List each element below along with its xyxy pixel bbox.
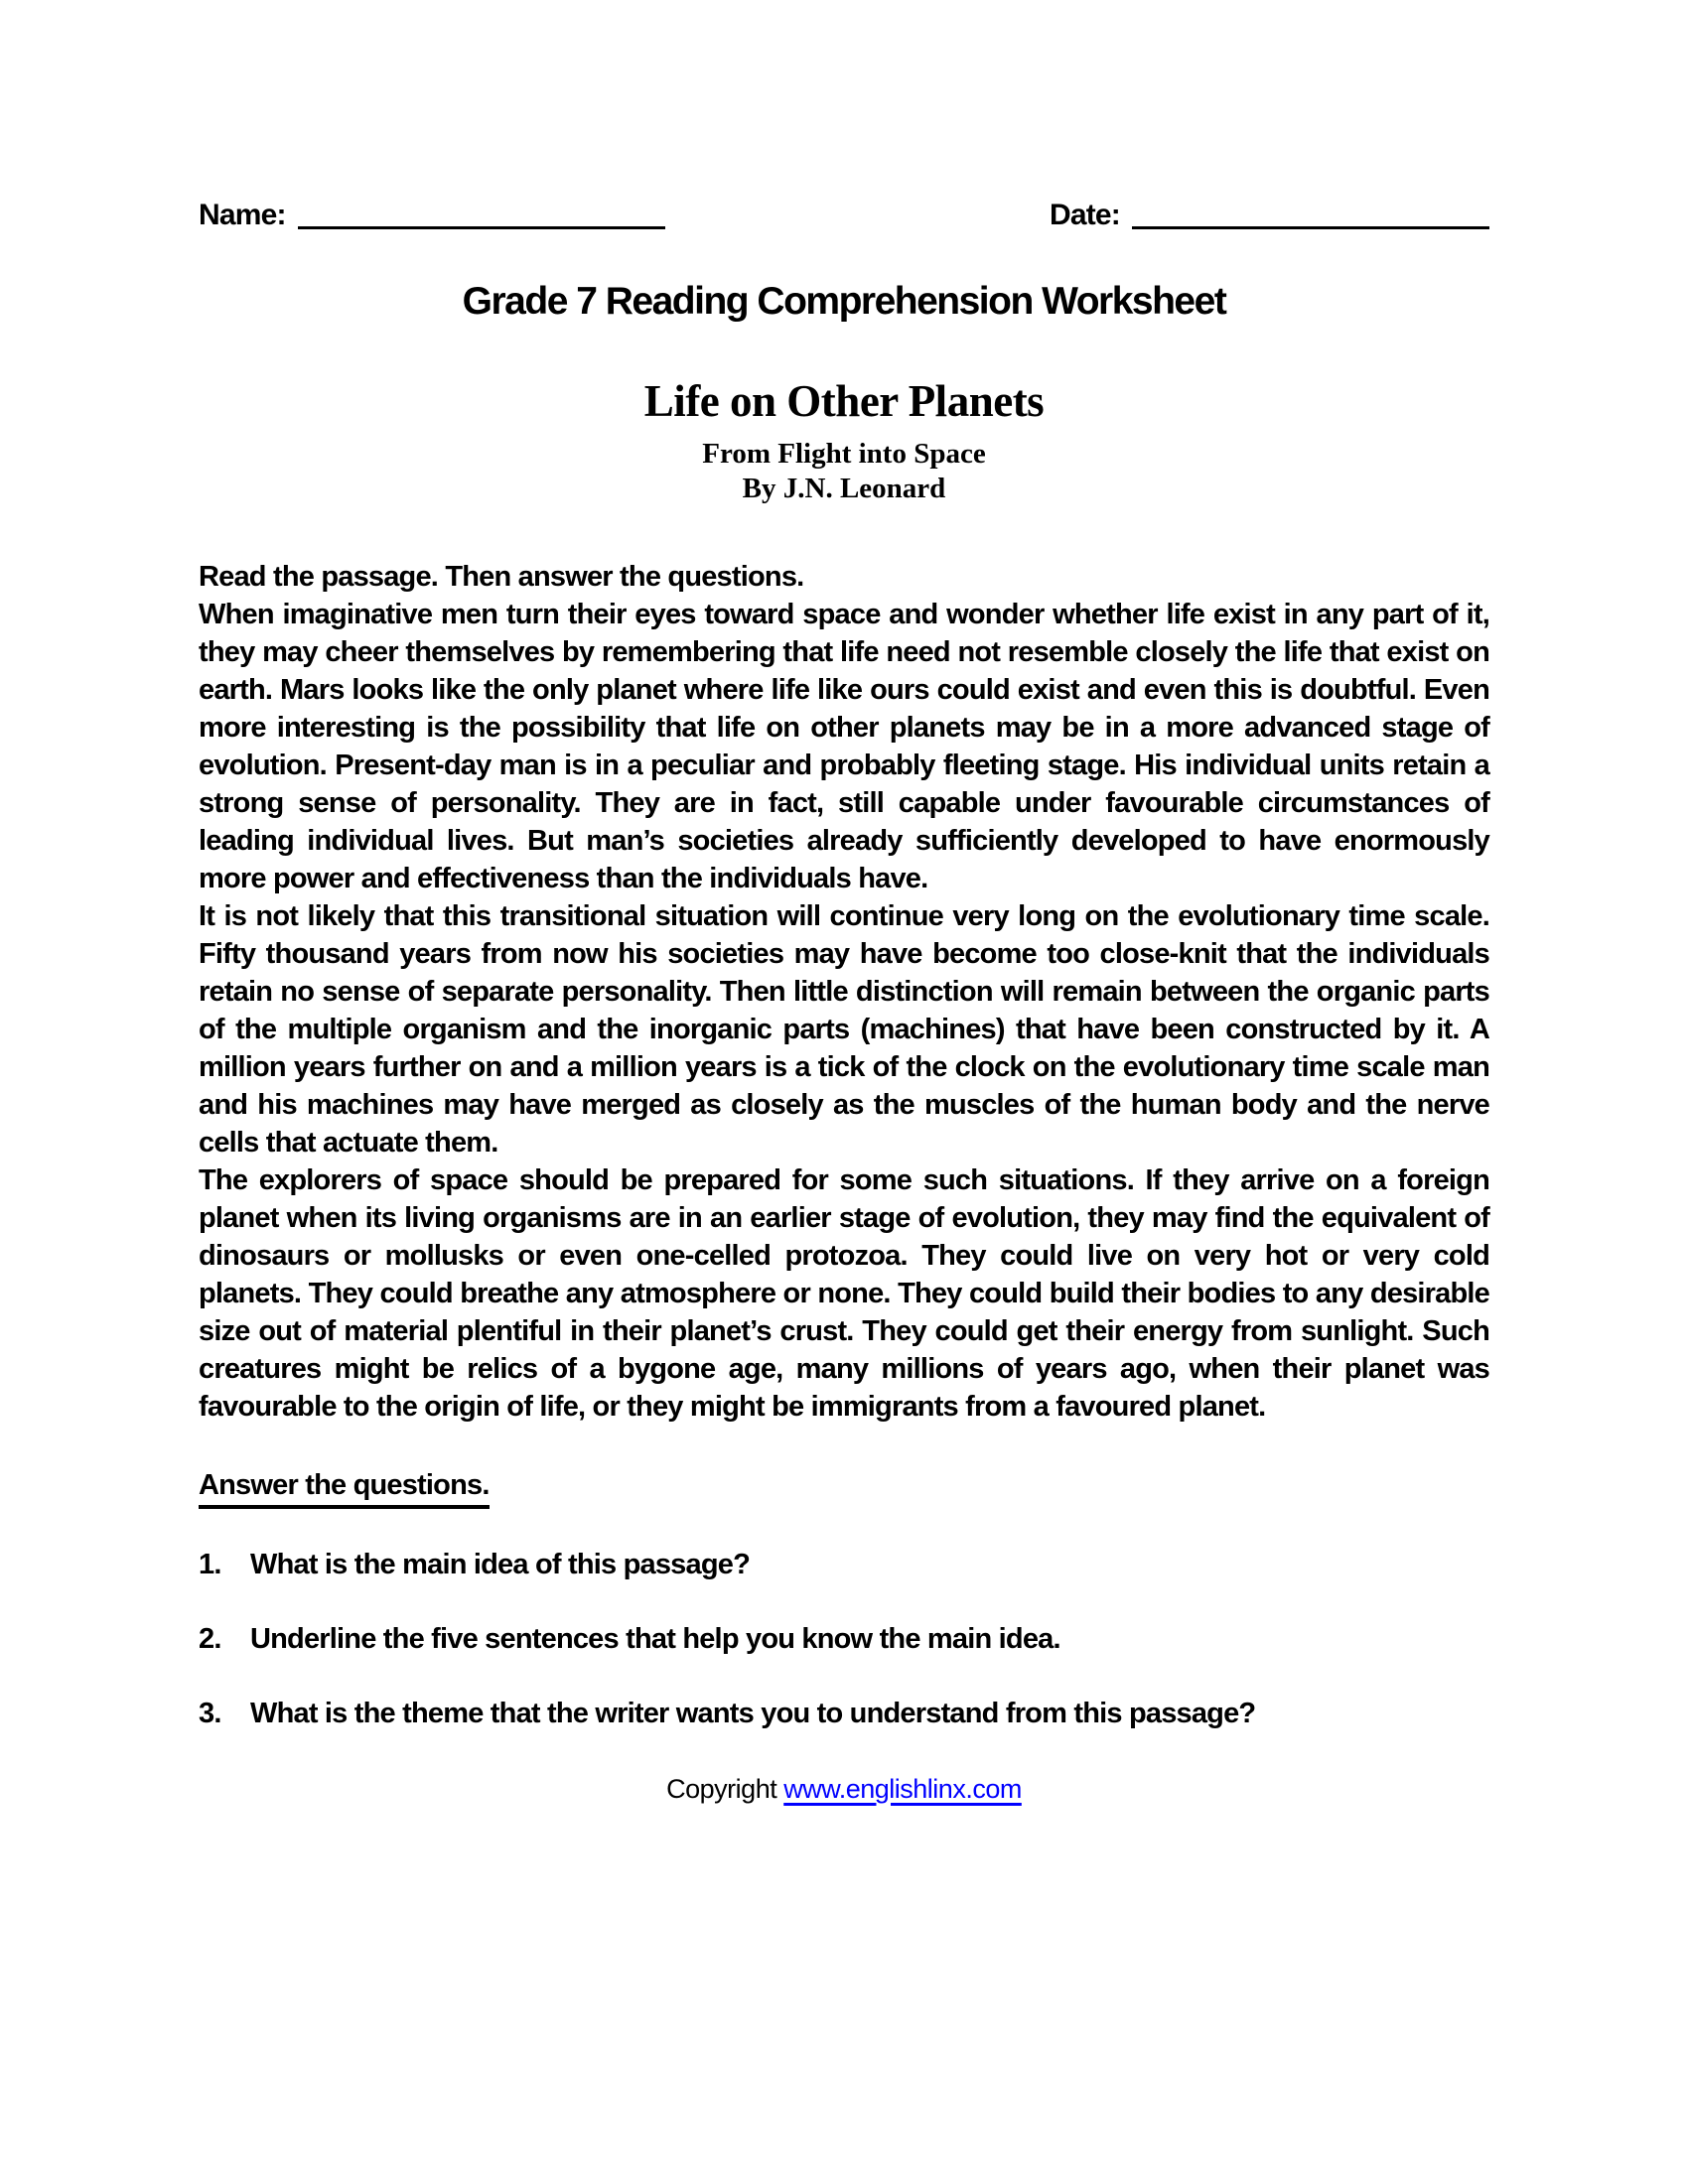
passage-paragraph-3: The explorers of space should be prepared for some such situations. If they arrive on a foreign planet when its living organisms are in an earlier stage of evolution, they may find the equivalent of dinosaurs or mollusks or even one-celled protozoa. They could live on very hot or very cold planets. They could breathe any atmosphere or none. They could build their bodies to any desirable size out of material plentiful in their planet’s crust. They could get their energy from sunlight. Such creatures might be relics of a bygone age, many millions of years ago, when their planet was favourable to the origin of life, or they might be immigrants from a favoured planet. — [199, 1164, 1489, 1423]
question-number: 2. — [199, 1623, 221, 1655]
question-number: 1. — [199, 1549, 221, 1580]
passage-author: By J.N. Leonard — [742, 473, 946, 504]
passage-body — [199, 596, 1489, 1426]
name-blank-line — [298, 226, 665, 229]
name-label: Name: — [199, 199, 286, 231]
passage-source: From Flight into Space — [702, 438, 986, 470]
footer — [199, 1774, 1489, 1805]
passage-instructions: Read the passage. Then answer the questions. — [199, 561, 804, 593]
header-row — [199, 199, 1489, 232]
passage-paragraph-1: When imaginative men turn their eyes toward space and wonder whether life exist in any part of it, they may cheer themselves by remembering that life need not resemble closely the life that exist on earth. Mars looks like the only planet where life like ours could exist and even this is doubtful. Even more interesting is the possibility that life on other planets may be in a more advanced stage of evolution. Present-day man is in a peculiar and probably fleeting stage. His individual units retain a strong sense of personality. They are in fact, still capable under favourable circumstances of leading individual lives. But man’s societies already sufficiently developed to have enormously more power and effectiveness than the individuals have. — [199, 599, 1489, 894]
questions-heading: Answer the questions. — [199, 1469, 1489, 1509]
question-text: Underline the five sentences that help you know the main idea. — [250, 1623, 1060, 1655]
date-field — [1050, 199, 1489, 232]
copyright-label: Copyright — [666, 1774, 777, 1804]
question-item-3 — [199, 1695, 1489, 1732]
passage-title: Life on Other Planets — [643, 376, 1045, 426]
date-label: Date: — [1049, 199, 1120, 231]
question-number: 3. — [199, 1698, 221, 1729]
question-item-2 — [199, 1620, 1489, 1658]
name-field — [199, 199, 665, 232]
question-item-1 — [199, 1546, 1489, 1583]
copyright-link[interactable]: www.englishlinx.com — [783, 1774, 1022, 1804]
date-blank-line — [1132, 226, 1489, 229]
question-text: What is the main idea of this passage? — [250, 1549, 750, 1580]
worksheet-title: Grade 7 Reading Comprehension Worksheet — [462, 280, 1226, 323]
passage-paragraph-2: It is not likely that this transitional situation will continue very long on the evolutionary time scale. Fifty thousand years from now his societies may have become too close-knit that the individuals retain no sense of separate personality. Then little distinction will remain between the organic parts of the multiple organism and the inorganic parts (machines) that have been constructed by it. A million years further on and a million years is a tick of the clock on the evolutionary time scale man and his machines may have merged as closely as the muscles of the human body and the nerve cells that actuate them. — [199, 900, 1489, 1159]
question-text: What is the theme that the writer wants you to understand from this passage? — [250, 1698, 1256, 1729]
